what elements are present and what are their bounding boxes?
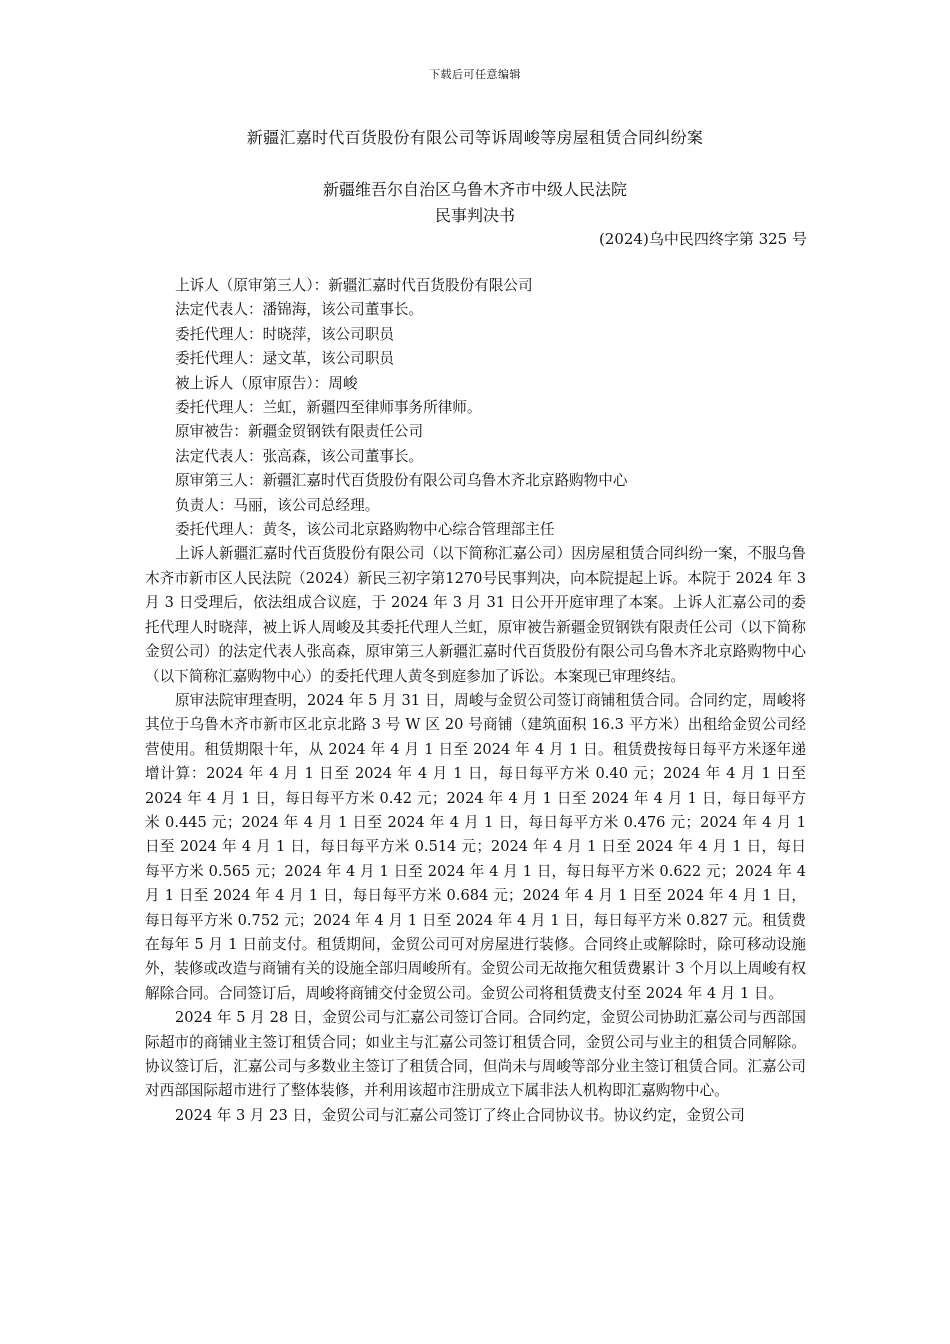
judgment-body xyxy=(145,274,806,1128)
case-number: (2024)乌中民四终字第 325 号 xyxy=(598,230,807,248)
paragraph-appeal-summary: 上诉人新疆汇嘉时代百货股份有限公司（以下简称汇嘉公司）因房屋租赁合同纠纷一案，不服乌鲁木齐市新市区人民法院（2024）新民三初字第1270号民事判决，向本院提起上诉。本院于 2024 年 3 月 3 日受理后，依法组成合议庭，于 2024 年 3 月 31 日公开开庭审理了本案。上诉人汇嘉公司的委托代理人时晓萍，被上诉人周峻及其委托代理人兰虹，原审被告新疆金贸钢铁有限责任公司（以下简称金贸公司）的法定代表人张高森，原审第三人新疆汇嘉时代百货股份有限公司乌鲁木齐北京路购物中心（以下简称汇嘉购物中心）的委托代理人黄冬到庭参加了诉讼。本案现已审理终结。 xyxy=(145,545,806,685)
paragraph-facts-lease: 原审法院审理查明，2024 年 5 月 31 日，周峻与金贸公司签订商铺租赁合同。合同约定，周峻将其位于乌鲁木齐市新市区北京北路 3 号 W 区 20 号商铺（建筑面积 16.3 平方米）出租给金贸公司经营使用。租赁期限十年，从 2024 年 4 月 1 日至 2024 年 4 月 1 日。租赁费按每日每平方米逐年递增计算：2024 年 4 月 1 日至 2024 年 4 月 1 日，每日每平方米 0.40 元；2024 年 4 月 1 日至 2024 年 4 月 1 日，每日每平方米 0.42 元；2024 年 4 月 1 日至 2024 年 4 月 1 日，每日每平方米 0.445 元；2024 年 4 月 1 日至 2024 年 4 月 1 日，每日每平方米 0.476 元；2024 年 4 月 1 日至 2024 年 4 月 1 日，每日每平方米 0.514 元；2024 年 4 月 1 日至 2024 年 4 月 1 日，每日每平方米 0.565 元；2024 年 4 月 1 日至 2024 年 4 月 1 日，每日每平方米 0.622 元；2024 年 4 月 1 日至 2024 年 4 月 1 日，每日每平方米 0.684 元；2024 年 4 月 1 日至 2024 年 4 月 1 日，每日每平方米 0.752 元；2024 年 4 月 1 日至 2024 年 4 月 1 日，每日每平方米 0.827 元。租赁费在每年 5 月 1 日前支付。租赁期间，金贸公司可对房屋进行装修。合同终止或解除时，除可移动设施外，装修或改造与商铺有关的设施全部归周峻所有。金贸公司无故拖欠租赁费累计 3 个月以上周峻有权解除合同。合同签订后，周峻将商铺交付金贸公司。金贸公司将租赁费支付至 2024 年 4 月 1 日。 xyxy=(145,691,806,1002)
party-line: 原审被告：新疆金贸钢铁有限责任公司 xyxy=(175,423,424,441)
party-line: 被上诉人（原审原告）：周峻 xyxy=(175,374,358,392)
paragraph-facts-contract: 2024 年 5 月 28 日，金贸公司与汇嘉公司签订合同。合同约定，金贸公司协助汇嘉公司与西部国际超市的商铺业主签订租赁合同；如业主与汇嘉公司签订租赁合同，金贸公司与业主的租赁合同解除。协议签订后，汇嘉公司与多数业主签订了租赁合同，但尚未与周峻等部分业主签订租赁合同。汇嘉公司对西部国际超市进行了整体装修，并利用该超市注册成立下属非法人机构即汇嘉购物中心。 xyxy=(145,1009,806,1100)
paragraph-facts-termination: 2024 年 3 月 23 日，金贸公司与汇嘉公司签订了终止合同协议书。协议约定，金贸公司 xyxy=(175,1106,745,1124)
header-note: 下载后可任意编辑 xyxy=(429,68,521,81)
party-line: 委托代理人：兰虹，新疆四至律师事务所律师。 xyxy=(175,399,482,417)
party-line: 负责人：马丽，该公司总经理。 xyxy=(175,496,380,514)
party-line: 原审第三人：新疆汇嘉时代百货股份有限公司乌鲁木齐北京路购物中心 xyxy=(175,472,628,490)
party-line: 法定代表人：张高森，该公司董事长。 xyxy=(175,447,424,465)
court-name: 新疆维吾尔自治区乌鲁木齐市中级人民法院 xyxy=(322,180,627,199)
party-line: 委托代理人：逯文革，该公司职员 xyxy=(175,350,394,368)
party-line: 上诉人（原审第三人）：新疆汇嘉时代百货股份有限公司 xyxy=(175,277,533,294)
party-line: 委托代理人：黄冬，该公司北京路购物中心综合管理部主任 xyxy=(175,521,555,539)
document-type: 民事判决书 xyxy=(434,206,515,225)
party-line: 委托代理人：时晓萍，该公司职员 xyxy=(175,325,394,343)
party-line: 法定代表人：潘锦海，该公司董事长。 xyxy=(175,301,424,319)
case-title: 新疆汇嘉时代百货股份有限公司等诉周峻等房屋租赁合同纠纷案 xyxy=(246,128,704,147)
